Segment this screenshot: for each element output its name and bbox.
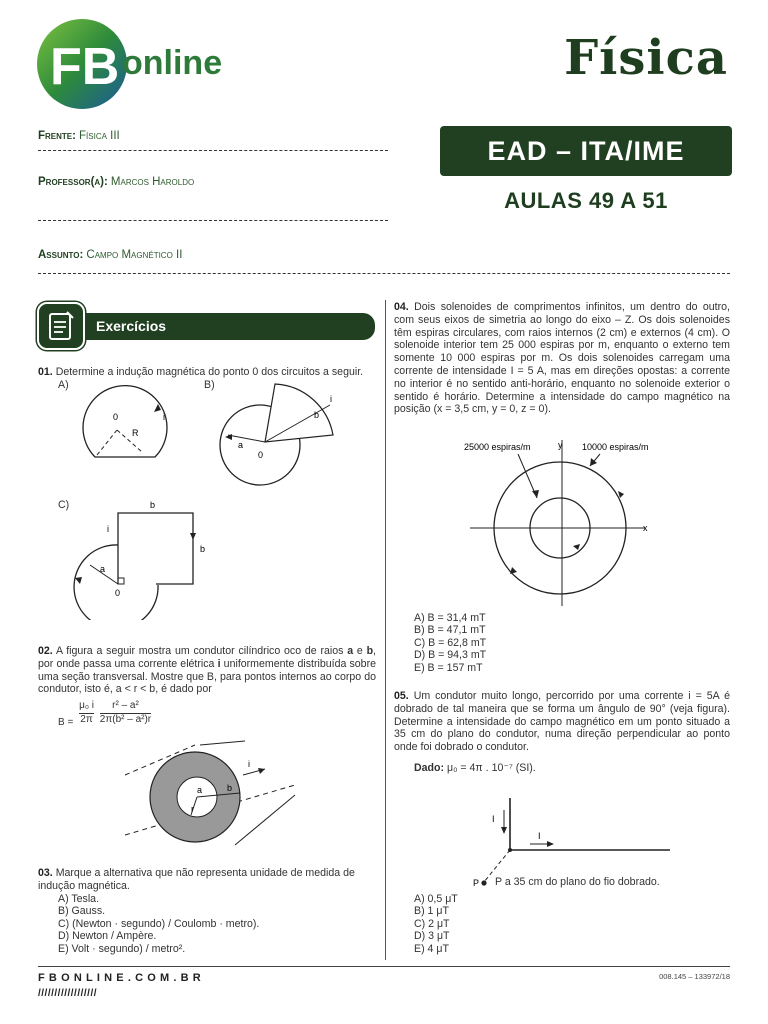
svg-text:b: b	[314, 410, 320, 420]
q5-option: B) 1 μT	[414, 905, 449, 918]
svg-text:P: P	[473, 878, 480, 888]
fb-online-logo	[36, 18, 226, 110]
q2-formula: B = $\frac{\text{μ₀ i}}{2\pi}$ $\frac{\text{r² – a²}}{\text{2π(b² – a²)r}}$	[58, 700, 152, 728]
svg-text:x: x	[643, 523, 648, 533]
footer-slashes: //////////////////	[38, 988, 98, 999]
ead-banner: EAD – ITA/IME	[440, 126, 732, 176]
svg-text:y: y	[558, 440, 563, 450]
q4-solenoid-figure	[440, 436, 680, 611]
q5-option: E) 4 μT	[414, 942, 449, 955]
subject-title: Física	[564, 30, 728, 86]
q3-option: A) Tesla.	[58, 893, 100, 905]
notepad-icon	[37, 302, 85, 350]
professor-value: Marcos Haroldo	[110, 176, 195, 188]
q4-option: D) B = 94,3 mT	[414, 649, 487, 662]
q5-wire-figure	[470, 790, 710, 890]
svg-text:a: a	[238, 440, 244, 450]
question-05: 05. Um condutor muito longo, percorrido por uma corrente i = 5A é dobrado de tal maneira que se forma um ângulo de 90° (veja figura). Determine a intensidade do campo magnético em um ponto situado a 35 cm do plano do condutor, numa direção perpendicular ao ponto onde foi dobrado o condutor.	[394, 690, 730, 754]
aulas-title: AULAS 49 A 51	[504, 188, 668, 213]
svg-text:R: R	[132, 428, 139, 438]
frente-row	[38, 130, 120, 142]
svg-text:FB: FB	[50, 38, 120, 96]
q3-option: E) Volt · segundo) / metro².	[58, 942, 186, 955]
q1-label-c: C)	[58, 499, 70, 511]
svg-text:b: b	[227, 783, 233, 793]
q2-cylinder-figure	[115, 735, 305, 855]
svg-text:a: a	[100, 564, 106, 574]
q3-options	[58, 893, 259, 955]
svg-text:i: i	[163, 412, 165, 422]
q5-figure-caption: P a 35 cm do plano do fio dobrado.	[495, 876, 660, 888]
q1-figures	[60, 380, 380, 620]
svg-text:i: i	[248, 759, 250, 769]
svg-text:I: I	[538, 831, 541, 841]
assunto-value: Campo Magnético II	[86, 249, 183, 261]
question-01: 01. Determine a indução magnética do ponto 0 dos circuitos a seguir.	[38, 366, 364, 378]
q4-option: C) B = 62,8 mT	[414, 636, 487, 649]
footer-code: 008.145 – 133972/18	[659, 972, 730, 981]
svg-text:b: b	[150, 500, 156, 510]
svg-text:r: r	[191, 804, 194, 814]
q4-option: A) B = 31,4 mT	[414, 612, 486, 624]
svg-text:online: online	[122, 44, 223, 82]
svg-text:i: i	[330, 394, 332, 404]
q1-label-a: A)	[58, 379, 69, 391]
q5-option: D) 3 μT	[414, 930, 450, 943]
q3-option: B) Gauss.	[58, 905, 106, 918]
svg-text:I: I	[492, 814, 495, 824]
svg-text:a: a	[197, 785, 203, 795]
svg-text:b: b	[200, 544, 206, 554]
svg-text:0: 0	[113, 412, 119, 422]
svg-text:25000 espiras/m: 25000 espiras/m	[464, 442, 531, 452]
q3-option: C) (Newton · segundo) / Coulomb · metro).	[58, 917, 260, 930]
assunto-row	[38, 249, 182, 261]
section-title: Exercícios	[82, 313, 375, 340]
q4-option: E) B = 157 mT	[414, 661, 483, 674]
frente-value: Física III	[79, 130, 120, 142]
svg-text:10000 espiras/m: 10000 espiras/m	[582, 442, 649, 452]
question-03: 03. Marque a alternativa que não representa unidade de medida de indução magnética.	[38, 867, 355, 892]
professor-label: Professor(a):	[38, 176, 108, 188]
question-04: 04. Dois solenoides de comprimentos infinitos, um dentro do outro, com seus eixos de simetria ao longo do eixo – Z. Os dois solenoides têm espiras circulares, com raios internos (2 cm) e externos (4 cm). O solenoide interior tem 25 000 espiras por m, enquanto o externo tem somente 10 000 espiras por m. Os dois solenoides carregam uma corrente de intensidade I = 5 A, mas em direções opostas: a corrente no interior é no sentido anti-horário, enquanto no solenoide exterior o sentido é horário. Determine a intensidade do campo magnético na posição (x = 3,5 cm, y = 0, z = 0).	[394, 301, 730, 416]
q5-option: C) 2 μT	[414, 917, 450, 930]
q4-options	[414, 612, 486, 674]
q3-option: D) Newton / Ampère.	[58, 930, 157, 943]
frente-label: Frente:	[38, 130, 76, 142]
q5-dado: Dado: μ₀ = 4π . 10⁻⁷ (SI).	[414, 762, 536, 774]
q1-label-b: B)	[204, 379, 215, 391]
svg-text:0: 0	[258, 450, 264, 460]
q5-options	[414, 893, 458, 955]
footer-site[interactable]: FBONLINE.COM.BR	[38, 972, 205, 984]
svg-text:i: i	[107, 524, 109, 534]
svg-text:0: 0	[115, 588, 121, 598]
question-02: 02. A figura a seguir mostra um condutor cilíndrico oco de raios a e b, por onde passa uma corrente elétrica i uniformemente distribuída sobre uma seção transversal. Mostre que B, para pontos internos ao corpo do condutor, isto é, a < r < b, é dado por	[38, 645, 376, 696]
q5-option: A) 0,5 μT	[414, 893, 458, 905]
q4-option: B) B = 47,1 mT	[414, 624, 486, 637]
assunto-label: Assunto:	[38, 249, 84, 261]
professor-row	[38, 176, 194, 188]
